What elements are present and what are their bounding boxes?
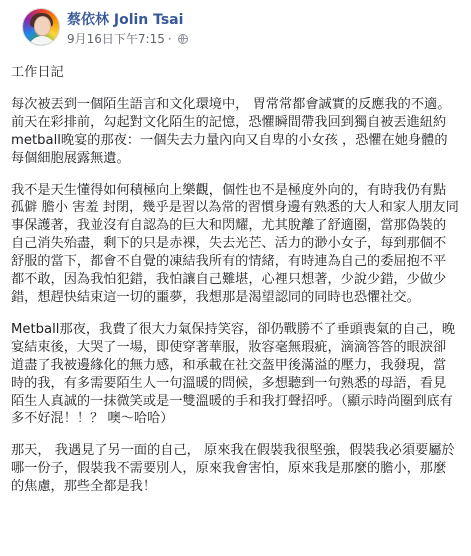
post-paragraph: 每次被丟到一個陌生語言和文化環境中， 胃常常都會誠實的反應我的不適。 前天在彩排前，勾起對文化陌生的記憶，恐懼瞬間帶我回到獨自被丟進紐約metball晚宴的那夜：一個失去力量內向又自卑的小女孩 ，恐懼在她身體的每個細胞展露無遺。	[11, 96, 451, 166]
post-header	[11, 0, 461, 62]
author-avatar[interactable]	[22, 8, 60, 46]
post-meta	[67, 30, 188, 47]
author-name[interactable]: 蔡依林 Jolin Tsai	[67, 12, 184, 28]
post-body	[11, 64, 459, 496]
meta-separator: ·	[167, 31, 172, 46]
post-timestamp[interactable]: 9月16日下午7:15	[67, 32, 165, 46]
post-paragraph: 工作日記	[11, 65, 64, 80]
post-paragraph: 我不是天生懂得如何積極向上樂觀，個性也不是極度外向的，有時我仍有點孤僻 膽小 害羞 封閉，幾乎是習以為常的習慣身邊有熟悉的大人和家人朋友同事保護著，我並沒有自認為的巨大和閃耀，尤其脫離了舒適圈，當那偽裝的自己消失殆盡，剩下的只是赤裸，失去光芒、活力的渺小女子，每到那個不舒服的當下，都會不自覺的凍結我所有的情緒，有時連為自己的委屈抱不平都不敢，因為我怕犯錯，我怕讓自己難堪，心裡只想著，少說少錯，少做少錯，想趕快結束這一切的噩夢，我想那是渴望認同的同時也恐懼社交。	[11, 182, 459, 305]
post-paragraph: Metball那夜，我費了很大力氣保持笑容，卻仍戰勝不了垂頭喪氣的自己，晚宴結束後，大哭了一場，即使穿著華服，妝容毫無瑕疵，滴滴答答的眼淚卻道盡了我被邊緣化的無力感，和承載在社交盔甲後滿溢的壓力，我發現，當時的我，有多需要陌生人一句溫暖的問候，多想聽到一句熟悉的母語，看見陌生人真誠的一抹微笑或是一雙溫暖的手和我打聲招呼。（顯示時尚圈到底有多不好混！！？ 噢～哈哈）	[11, 321, 456, 427]
globe-icon[interactable]	[178, 34, 188, 44]
post-paragraph: 那天， 我遇見了另一面的自己， 原來我在假裝我很堅強，假裝我必須要屬於哪一份子，假裝我不需要別人，原來我會害怕，原來我是那麼的膽小，那麼的焦慮，那些全都是我！	[11, 443, 455, 495]
